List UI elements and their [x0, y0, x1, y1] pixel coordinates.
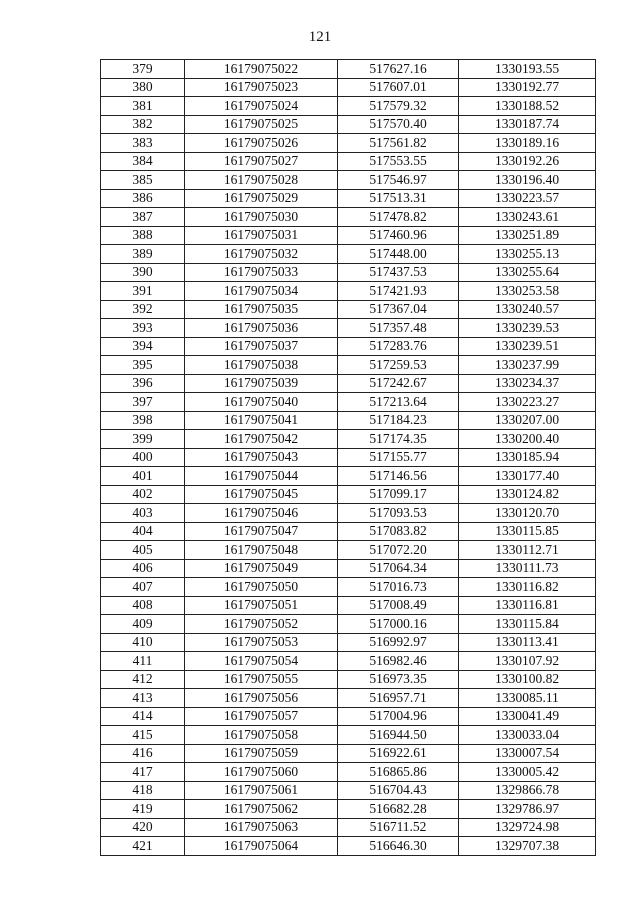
point-code-cell: 16179075060 — [185, 763, 338, 782]
row-number-cell: 385 — [101, 171, 185, 190]
y-coordinate-cell: 1330115.85 — [459, 522, 596, 541]
table-row — [101, 282, 596, 301]
point-code-cell: 16179075052 — [185, 615, 338, 634]
y-coordinate-cell: 1329866.78 — [459, 781, 596, 800]
row-number-cell: 408 — [101, 596, 185, 615]
table-row — [101, 726, 596, 745]
y-coordinate-cell: 1330033.04 — [459, 726, 596, 745]
x-coordinate-cell: 517357.48 — [338, 319, 459, 338]
table-row — [101, 430, 596, 449]
point-code-cell: 16179075043 — [185, 448, 338, 467]
point-code-cell: 16179075047 — [185, 522, 338, 541]
point-code-cell: 16179075026 — [185, 134, 338, 153]
point-code-cell: 16179075064 — [185, 837, 338, 856]
row-number-cell: 392 — [101, 300, 185, 319]
point-code-cell: 16179075029 — [185, 189, 338, 208]
x-coordinate-cell: 517460.96 — [338, 226, 459, 245]
row-number-cell: 384 — [101, 152, 185, 171]
y-coordinate-cell: 1330124.82 — [459, 485, 596, 504]
table-row — [101, 781, 596, 800]
table-row — [101, 485, 596, 504]
point-code-cell: 16179075053 — [185, 633, 338, 652]
point-code-cell: 16179075056 — [185, 689, 338, 708]
table-row — [101, 393, 596, 412]
point-code-cell: 16179075054 — [185, 652, 338, 671]
x-coordinate-cell: 516922.61 — [338, 744, 459, 763]
x-coordinate-cell: 516973.35 — [338, 670, 459, 689]
table-row — [101, 578, 596, 597]
point-code-cell: 16179075039 — [185, 374, 338, 393]
point-code-cell: 16179075031 — [185, 226, 338, 245]
row-number-cell: 387 — [101, 208, 185, 227]
x-coordinate-cell: 517000.16 — [338, 615, 459, 634]
x-coordinate-cell: 517213.64 — [338, 393, 459, 412]
row-number-cell: 400 — [101, 448, 185, 467]
x-coordinate-cell: 516682.28 — [338, 800, 459, 819]
row-number-cell: 395 — [101, 356, 185, 375]
y-coordinate-cell: 1330112.71 — [459, 541, 596, 560]
point-code-cell: 16179075036 — [185, 319, 338, 338]
row-number-cell: 401 — [101, 467, 185, 486]
x-coordinate-cell: 517008.49 — [338, 596, 459, 615]
x-coordinate-cell: 517083.82 — [338, 522, 459, 541]
table-row — [101, 467, 596, 486]
row-number-cell: 383 — [101, 134, 185, 153]
table-row — [101, 152, 596, 171]
x-coordinate-cell: 517155.77 — [338, 448, 459, 467]
row-number-cell: 403 — [101, 504, 185, 523]
y-coordinate-cell: 1330253.58 — [459, 282, 596, 301]
y-coordinate-cell: 1329786.97 — [459, 800, 596, 819]
x-coordinate-cell: 517242.67 — [338, 374, 459, 393]
x-coordinate-cell: 516704.43 — [338, 781, 459, 800]
row-number-cell: 386 — [101, 189, 185, 208]
row-number-cell: 397 — [101, 393, 185, 412]
row-number-cell: 411 — [101, 652, 185, 671]
point-code-cell: 16179075063 — [185, 818, 338, 837]
point-code-cell: 16179075058 — [185, 726, 338, 745]
table-row — [101, 689, 596, 708]
y-coordinate-cell: 1330251.89 — [459, 226, 596, 245]
row-number-cell: 404 — [101, 522, 185, 541]
y-coordinate-cell: 1329724.98 — [459, 818, 596, 837]
x-coordinate-cell: 516992.97 — [338, 633, 459, 652]
x-coordinate-cell: 517184.23 — [338, 411, 459, 430]
x-coordinate-cell: 517072.20 — [338, 541, 459, 560]
row-number-cell: 393 — [101, 319, 185, 338]
row-number-cell: 418 — [101, 781, 185, 800]
y-coordinate-cell: 1330085.11 — [459, 689, 596, 708]
row-number-cell: 406 — [101, 559, 185, 578]
row-number-cell: 412 — [101, 670, 185, 689]
table-row — [101, 134, 596, 153]
point-code-cell: 16179075050 — [185, 578, 338, 597]
row-number-cell: 417 — [101, 763, 185, 782]
y-coordinate-cell: 1330185.94 — [459, 448, 596, 467]
x-coordinate-cell: 517064.34 — [338, 559, 459, 578]
x-coordinate-cell: 516944.50 — [338, 726, 459, 745]
row-number-cell: 388 — [101, 226, 185, 245]
point-code-cell: 16179075062 — [185, 800, 338, 819]
y-coordinate-cell: 1330189.16 — [459, 134, 596, 153]
point-code-cell: 16179075024 — [185, 97, 338, 116]
table-row — [101, 448, 596, 467]
row-number-cell: 390 — [101, 263, 185, 282]
point-code-cell: 16179075037 — [185, 337, 338, 356]
y-coordinate-cell: 1329707.38 — [459, 837, 596, 856]
table-row — [101, 818, 596, 837]
point-code-cell: 16179075040 — [185, 393, 338, 412]
point-code-cell: 16179075042 — [185, 430, 338, 449]
row-number-cell: 415 — [101, 726, 185, 745]
table-row — [101, 837, 596, 856]
x-coordinate-cell: 517146.56 — [338, 467, 459, 486]
table-row — [101, 633, 596, 652]
y-coordinate-cell: 1330115.84 — [459, 615, 596, 634]
y-coordinate-cell: 1330192.26 — [459, 152, 596, 171]
x-coordinate-cell: 517099.17 — [338, 485, 459, 504]
point-code-cell: 16179075035 — [185, 300, 338, 319]
table-row — [101, 522, 596, 541]
point-code-cell: 16179075027 — [185, 152, 338, 171]
row-number-cell: 402 — [101, 485, 185, 504]
x-coordinate-cell: 517561.82 — [338, 134, 459, 153]
row-number-cell: 381 — [101, 97, 185, 116]
y-coordinate-cell: 1330240.57 — [459, 300, 596, 319]
row-number-cell: 399 — [101, 430, 185, 449]
y-coordinate-cell: 1330113.41 — [459, 633, 596, 652]
row-number-cell: 398 — [101, 411, 185, 430]
row-number-cell: 396 — [101, 374, 185, 393]
row-number-cell: 405 — [101, 541, 185, 560]
y-coordinate-cell: 1330255.13 — [459, 245, 596, 264]
row-number-cell: 382 — [101, 115, 185, 134]
x-coordinate-cell: 517016.73 — [338, 578, 459, 597]
table-row — [101, 800, 596, 819]
x-coordinate-cell: 517004.96 — [338, 707, 459, 726]
table-row — [101, 374, 596, 393]
point-code-cell: 16179075033 — [185, 263, 338, 282]
point-code-cell: 16179075046 — [185, 504, 338, 523]
table-row — [101, 652, 596, 671]
point-code-cell: 16179075051 — [185, 596, 338, 615]
table-row — [101, 226, 596, 245]
y-coordinate-cell: 1330200.40 — [459, 430, 596, 449]
x-coordinate-cell: 517513.31 — [338, 189, 459, 208]
x-coordinate-cell: 516646.30 — [338, 837, 459, 856]
table-row — [101, 615, 596, 634]
table-row — [101, 97, 596, 116]
row-number-cell: 416 — [101, 744, 185, 763]
x-coordinate-cell: 517421.93 — [338, 282, 459, 301]
x-coordinate-cell: 516711.52 — [338, 818, 459, 837]
y-coordinate-cell: 1330223.57 — [459, 189, 596, 208]
table-row — [101, 337, 596, 356]
row-number-cell: 414 — [101, 707, 185, 726]
point-code-cell: 16179075049 — [185, 559, 338, 578]
y-coordinate-cell: 1330120.70 — [459, 504, 596, 523]
table-row — [101, 707, 596, 726]
table-row — [101, 115, 596, 134]
table-row — [101, 319, 596, 338]
y-coordinate-cell: 1330188.52 — [459, 97, 596, 116]
point-code-cell: 16179075038 — [185, 356, 338, 375]
x-coordinate-cell: 516865.86 — [338, 763, 459, 782]
point-code-cell: 16179075023 — [185, 78, 338, 97]
x-coordinate-cell: 516957.71 — [338, 689, 459, 708]
row-number-cell: 394 — [101, 337, 185, 356]
x-coordinate-cell: 517367.04 — [338, 300, 459, 319]
x-coordinate-cell: 517627.16 — [338, 60, 459, 79]
y-coordinate-cell: 1330193.55 — [459, 60, 596, 79]
table-row — [101, 541, 596, 560]
y-coordinate-cell: 1330116.82 — [459, 578, 596, 597]
y-coordinate-cell: 1330187.74 — [459, 115, 596, 134]
x-coordinate-cell: 517579.32 — [338, 97, 459, 116]
table-row — [101, 559, 596, 578]
y-coordinate-cell: 1330100.82 — [459, 670, 596, 689]
y-coordinate-cell: 1330239.51 — [459, 337, 596, 356]
y-coordinate-cell: 1330111.73 — [459, 559, 596, 578]
table-row — [101, 78, 596, 97]
y-coordinate-cell: 1330192.77 — [459, 78, 596, 97]
point-code-cell: 16179075044 — [185, 467, 338, 486]
y-coordinate-cell: 1330255.64 — [459, 263, 596, 282]
y-coordinate-cell: 1330207.00 — [459, 411, 596, 430]
table-body — [101, 60, 596, 856]
y-coordinate-cell: 1330041.49 — [459, 707, 596, 726]
row-number-cell: 419 — [101, 800, 185, 819]
x-coordinate-cell: 516982.46 — [338, 652, 459, 671]
y-coordinate-cell: 1330107.92 — [459, 652, 596, 671]
x-coordinate-cell: 517174.35 — [338, 430, 459, 449]
row-number-cell: 409 — [101, 615, 185, 634]
y-coordinate-cell: 1330243.61 — [459, 208, 596, 227]
x-coordinate-cell: 517478.82 — [338, 208, 459, 227]
row-number-cell: 389 — [101, 245, 185, 264]
point-code-cell: 16179075028 — [185, 171, 338, 190]
y-coordinate-cell: 1330223.27 — [459, 393, 596, 412]
row-number-cell: 407 — [101, 578, 185, 597]
table-row — [101, 411, 596, 430]
point-code-cell: 16179075025 — [185, 115, 338, 134]
y-coordinate-cell: 1330005.42 — [459, 763, 596, 782]
table-row — [101, 300, 596, 319]
point-code-cell: 16179075041 — [185, 411, 338, 430]
table-row — [101, 171, 596, 190]
table-row — [101, 744, 596, 763]
table-row — [101, 596, 596, 615]
y-coordinate-cell: 1330007.54 — [459, 744, 596, 763]
y-coordinate-cell: 1330177.40 — [459, 467, 596, 486]
point-code-cell: 16179075022 — [185, 60, 338, 79]
row-number-cell: 379 — [101, 60, 185, 79]
row-number-cell: 420 — [101, 818, 185, 837]
table-row — [101, 763, 596, 782]
coordinates-table — [100, 59, 596, 856]
point-code-cell: 16179075057 — [185, 707, 338, 726]
table-row — [101, 263, 596, 282]
x-coordinate-cell: 517448.00 — [338, 245, 459, 264]
table-row — [101, 245, 596, 264]
point-code-cell: 16179075061 — [185, 781, 338, 800]
table-row — [101, 504, 596, 523]
x-coordinate-cell: 517553.55 — [338, 152, 459, 171]
point-code-cell: 16179075059 — [185, 744, 338, 763]
x-coordinate-cell: 517607.01 — [338, 78, 459, 97]
row-number-cell: 413 — [101, 689, 185, 708]
table-row — [101, 356, 596, 375]
point-code-cell: 16179075045 — [185, 485, 338, 504]
x-coordinate-cell: 517570.40 — [338, 115, 459, 134]
row-number-cell: 410 — [101, 633, 185, 652]
table-row — [101, 189, 596, 208]
point-code-cell: 16179075055 — [185, 670, 338, 689]
y-coordinate-cell: 1330237.99 — [459, 356, 596, 375]
x-coordinate-cell: 517093.53 — [338, 504, 459, 523]
row-number-cell: 391 — [101, 282, 185, 301]
row-number-cell: 421 — [101, 837, 185, 856]
point-code-cell: 16179075030 — [185, 208, 338, 227]
x-coordinate-cell: 517546.97 — [338, 171, 459, 190]
x-coordinate-cell: 517259.53 — [338, 356, 459, 375]
row-number-cell: 380 — [101, 78, 185, 97]
table-row — [101, 60, 596, 79]
y-coordinate-cell: 1330196.40 — [459, 171, 596, 190]
point-code-cell: 16179075032 — [185, 245, 338, 264]
table-row — [101, 670, 596, 689]
y-coordinate-cell: 1330239.53 — [459, 319, 596, 338]
y-coordinate-cell: 1330234.37 — [459, 374, 596, 393]
y-coordinate-cell: 1330116.81 — [459, 596, 596, 615]
point-code-cell: 16179075048 — [185, 541, 338, 560]
page-number: 121 — [308, 29, 332, 45]
table-row — [101, 208, 596, 227]
x-coordinate-cell: 517283.76 — [338, 337, 459, 356]
x-coordinate-cell: 517437.53 — [338, 263, 459, 282]
point-code-cell: 16179075034 — [185, 282, 338, 301]
